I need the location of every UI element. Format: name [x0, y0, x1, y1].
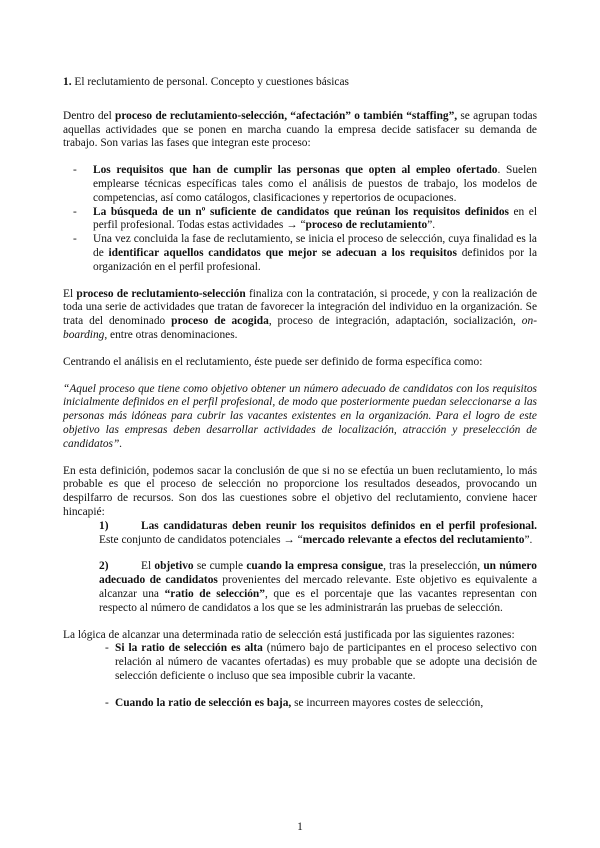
list-dash: - [105, 696, 109, 709]
item-number: 1) [99, 519, 109, 532]
selection-paragraph [63, 288, 537, 343]
bold-run: cuando la empresa consigue [246, 560, 384, 573]
heading-number: 1. [63, 76, 72, 88]
text-run: definidos por la organización en el perfil profesional. [93, 246, 538, 273]
ratio-list [63, 642, 537, 710]
definition-intro: Centrando el análisis en el reclutamiento, éste puede ser definido de forma específica como: [63, 355, 483, 368]
bold-run: Las candidaturas deben reunir los requisitos definidos en el perfil profesional. [141, 519, 537, 532]
heading-text: El reclutamiento de personal. Concepto y cuestiones básicas [71, 76, 349, 88]
text-run: se agrupan todas aquellas actividades que se ponen en marcha cuando la empresa decide satisfacer su demanda de trabajo. Son varias las fases que integran este proceso: [63, 109, 538, 150]
list-item [63, 642, 537, 683]
ratio-paragraph: La lógica de alcanzar una determinada ratio de selección está justificada por las siguientes razones: [63, 628, 515, 641]
text-run: , proceso de integración, adaptación, socialización, [268, 315, 522, 328]
list-dash: - [73, 233, 77, 246]
bold-run: objetivo [154, 560, 194, 573]
text-run: se cumple [193, 560, 247, 573]
text-run: en el perfil profesional. Todas estas actividades → “ [93, 205, 537, 232]
text-run: provenientes del mercado relevante. Este objetivo es equivalente a alcanzar una [99, 574, 537, 600]
bold-run: “ratio de selección” [164, 587, 265, 600]
bold-run: un número adecuado de candidatos [99, 560, 537, 587]
text-run: Una vez concluida la fase de reclutamiento, se inicia el proceso de selección, cuya finalidad es la de [93, 233, 537, 259]
list-item [63, 697, 537, 711]
text-run: se incurreen mayores costes de selección, [291, 696, 484, 709]
list-item [63, 164, 537, 205]
list-item [63, 233, 537, 274]
bold-run: identificar aquellos candidatos que mejor se adecuan a los requisitos [108, 246, 457, 259]
bold-run: proceso de reclutamiento-selección [76, 287, 246, 300]
text-run: , que es el porcentaje que las vacantes representan con respecto al número de candidatos a los que se les administrarán las pruebas de selección. [99, 587, 537, 614]
list-dash: - [105, 642, 109, 655]
bold-run: Si la ratio de selección es alta [115, 642, 263, 655]
text-run: . Suelen emplearse técnicas específicas tales como el análisis de puestos de trabajo, los modelos de competencias, así como catálogos, clasificaciones y repertorios de ocupaciones. [93, 164, 537, 204]
text-run: Este conjunto de candidatos potenciales → “ [99, 533, 303, 546]
item-number: 2) [99, 560, 109, 573]
intro-paragraph [63, 110, 537, 151]
bold-run: mercado relevante a efectos del reclutamiento [302, 533, 525, 546]
text-run: finaliza con la contratación, si procede, y con la realización de toda una serie de actividades que tratan de favorecer la integración del individuo en la organización. Se trata del denominado [63, 287, 538, 328]
list-dash: - [73, 164, 77, 177]
list-item [63, 206, 537, 234]
numbered-item-1 [99, 520, 537, 548]
page-number: 1 [297, 821, 303, 833]
numbered-item-2 [99, 560, 537, 615]
text-run: ”. [524, 533, 533, 546]
phases-list [63, 164, 537, 274]
text-run: , entre otras denominaciones. [104, 328, 238, 341]
bold-run: Cuando la ratio de selección es baja, [115, 696, 292, 709]
bold-run: proceso de reclutamiento [305, 219, 428, 232]
bold-run: La búsqueda de un nº suficiente de candidatos que reúnan los requisitos definidos [93, 205, 509, 218]
text-run: El [141, 560, 155, 573]
bold-run: Los requisitos que han de cumplir las personas que opten al empleo ofertado [93, 164, 498, 177]
text-run: , tras la preselección, [383, 560, 484, 573]
bold-run: proceso de reclutamiento-selección, “afectación” o también “staffing”, [114, 109, 458, 122]
section-heading [63, 76, 537, 90]
italic-run: on-boarding [63, 315, 537, 341]
text-run: El [63, 287, 77, 300]
text-run: ”. [427, 219, 436, 232]
bold-run: proceso de acogida [171, 315, 269, 328]
text-run: Dentro del [63, 109, 115, 122]
list-dash: - [73, 205, 77, 218]
conclusion-paragraph: En esta definición, podemos sacar la conclusión de que si no se efectúa un buen reclutamiento, lo más probable es que el proceso de selección no proporcione los resultados deseados, provocando un despilfarro de recursos. Son dos las cuestiones sobre el objetivo del reclutamiento, conviene hacer hincapié: [63, 464, 537, 518]
document-page [63, 76, 537, 710]
text-run: (número bajo de participantes en el proceso selectivo con relación al número de vacantes ofertadas) es muy probable que se adopte una decisión de selección deficiente o incluso que sea imposible cubrir la vacante. [115, 642, 537, 682]
definition-quote: “Aquel proceso que tiene como objetivo obtener un número adecuado de candidatos con los requisitos inicialmente definidos en el perfil profesional, de modo que posteriormente puedan seleccionarse a las personas más idóneas para cubrir las vacantes existentes en la organización. Para el logro de este objetivo las empresas deben desarrollar actividades de localización, atracción y preselección de candidatos”. [63, 382, 537, 450]
